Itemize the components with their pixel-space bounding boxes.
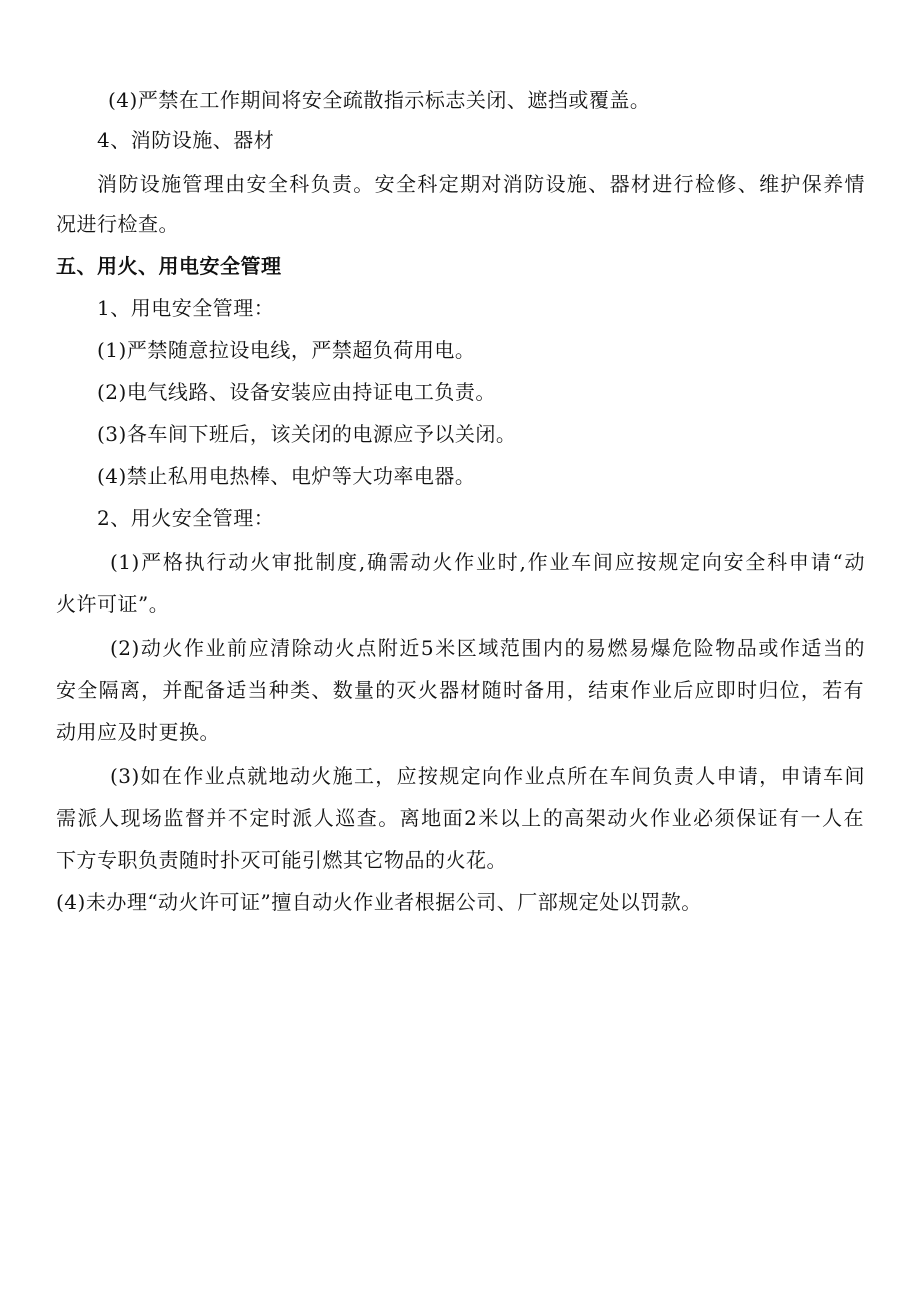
fire-rule-2-line-3: 动用应及时更换。 xyxy=(56,720,220,744)
fire-use-safety-heading: 2、用火安全管理： xyxy=(97,506,275,530)
fire-equipment-paragraph-line-2: 况进行检查。 xyxy=(56,212,179,236)
electricity-rule-3: (3)各车间下班后，该关闭的电源应予以关闭。 xyxy=(97,422,517,446)
fire-exit-sign-rule: (4)严禁在工作期间将安全疏散指示标志关闭、遮挡或覆盖。 xyxy=(108,88,651,112)
fire-equipment-paragraph-line-1: 消防设施管理由安全科负责。安全科定期对消防设施、器材进行检修、维护保养情 xyxy=(97,172,865,196)
section-4-heading: 4、消防设施、器材 xyxy=(97,128,275,152)
fire-rule-1-line-2: 火许可证”。 xyxy=(56,592,170,616)
electricity-rule-2: (2)电气线路、设备安装应由持证电工负责。 xyxy=(97,380,496,404)
electricity-rule-4: (4)禁止私用电热棒、电炉等大功率电器。 xyxy=(97,464,476,488)
fire-rule-2-line-1: (2)动火作业前应清除动火点附近5米区域范围内的易燃易爆危险物品或作适当的 xyxy=(110,636,865,660)
electricity-rule-1: (1)严禁随意拉设电线，严禁超负荷用电。 xyxy=(97,338,476,362)
fire-rule-1-line-1: (1)严格执行动火审批制度,确需动火作业时,作业车间应按规定向安全科申请“动 xyxy=(110,550,865,574)
fire-rule-4: (4)未办理“动火许可证”擅自动火作业者根据公司、厂部规定处以罚款。 xyxy=(56,890,702,914)
fire-rule-3-line-3: 下方专职负责随时扑灭可能引燃其它物品的火花。 xyxy=(56,848,507,872)
fire-rule-2-line-2: 安全隔离，并配备适当种类、数量的灭火器材随时备用，结束作业后应即时归位，若有 xyxy=(56,678,864,702)
fire-rule-3-line-1: (3)如在作业点就地动火施工，应按规定向作业点所在车间负责人申请，申请车间 xyxy=(110,764,865,788)
fire-rule-3-line-2: 需派人现场监督并不定时派人巡查。离地面2米以上的高架动火作业必须保证有一人在 xyxy=(56,806,864,830)
electricity-safety-heading: 1、用电安全管理： xyxy=(97,296,275,320)
chapter-5-heading: 五、用火、用电安全管理 xyxy=(56,254,282,278)
